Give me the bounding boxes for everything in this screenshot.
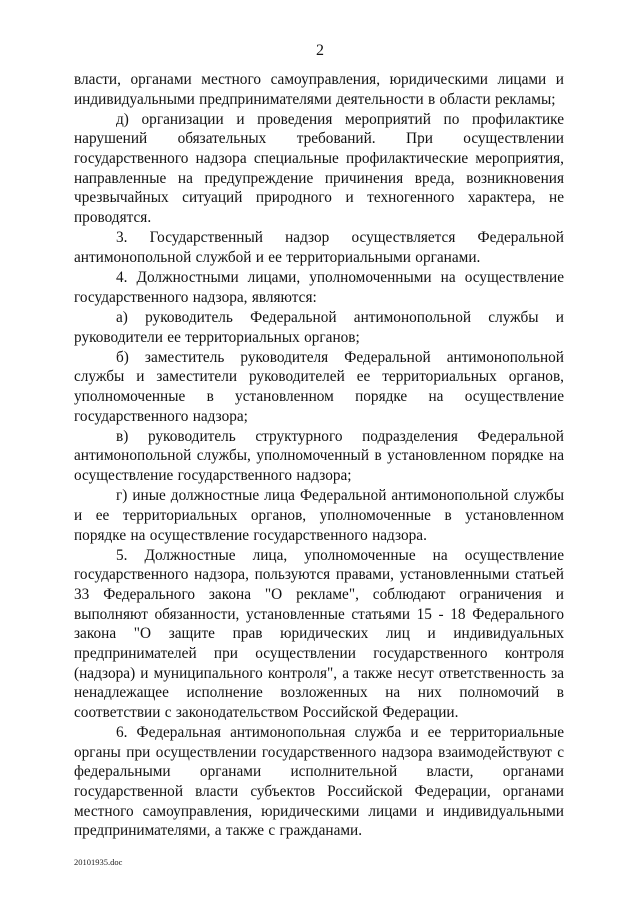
paragraph-item-b: б) заместитель руководителя Федеральной антимонопольной службы и заместители руководителей ее территориальных органов, уполномоченные в установленном порядке на осуществление государственного надзора; xyxy=(74,348,564,425)
paragraph-item-g: г) иные должностные лица Федеральной антимонопольной службы и ее территориальных органов, уполномоченные в установленном порядке на осуществление государственного надзора. xyxy=(74,487,564,544)
paragraph-5: 5. Должностные лица, уполномоченные на осуществление государственного надзора, пользуются правами, установленными статьей 33 Федерального закона "О рекламе", соблюдают ограничения и выполняют обязанности, установленные статьями 15 - 18 Федерального закона "О защите прав юридических лиц и индивидуальных предпринимателей при осуществлении государственного контроля (надзора) и муниципального контроля", а также несут ответственность за ненадлежащее исполнение возложенных на них полномочий в соответствии с законодательством Российской Федерации. xyxy=(74,546,564,721)
paragraph-3: 3. Государственный надзор осуществляется Федеральной антимонопольной службой и ее территориальными органами. xyxy=(74,229,564,266)
paragraph-continued: власти, органами местного самоуправления, юридическими лицами и индивидуальными предпринимателями деятельности в области рекламы; xyxy=(74,71,564,108)
paragraph-item-a: а) руководитель Федеральной антимонопольной службы и руководители ее территориальных органов; xyxy=(74,308,564,346)
page-number: 2 xyxy=(316,42,324,59)
document-body xyxy=(74,70,564,842)
paragraph-item-d: д) организации и проведения мероприятий по профилактике нарушений обязательных требований. При осуществлении государственного надзора специальные профилактические мероприятия, направленные на предупреждение причинения вреда, возникновения чрезвычайных ситуаций природного и техногенного характера, не проводятся. xyxy=(74,110,564,227)
paragraph-4: 4. Должностными лицами, уполномоченными на осуществление государственного надзора, являются: xyxy=(74,269,564,306)
paragraph-item-v: в) руководитель структурного подразделения Федеральной антимонопольной службы, уполномоченный в установленном порядке на осуществление государственного надзора; xyxy=(74,427,564,485)
footer-filename: 20101935.doc xyxy=(74,857,123,867)
paragraph-6: 6. Федеральная антимонопольная служба и ее территориальные органы при осуществлении государственного надзора взаимодействуют с федеральными органами исполнительной власти, органами государственной власти субъектов Российской Федерации, органами местного самоуправления, юридическими лицами и индивидуальными предпринимателями, а также с гражданами. xyxy=(74,724,564,840)
